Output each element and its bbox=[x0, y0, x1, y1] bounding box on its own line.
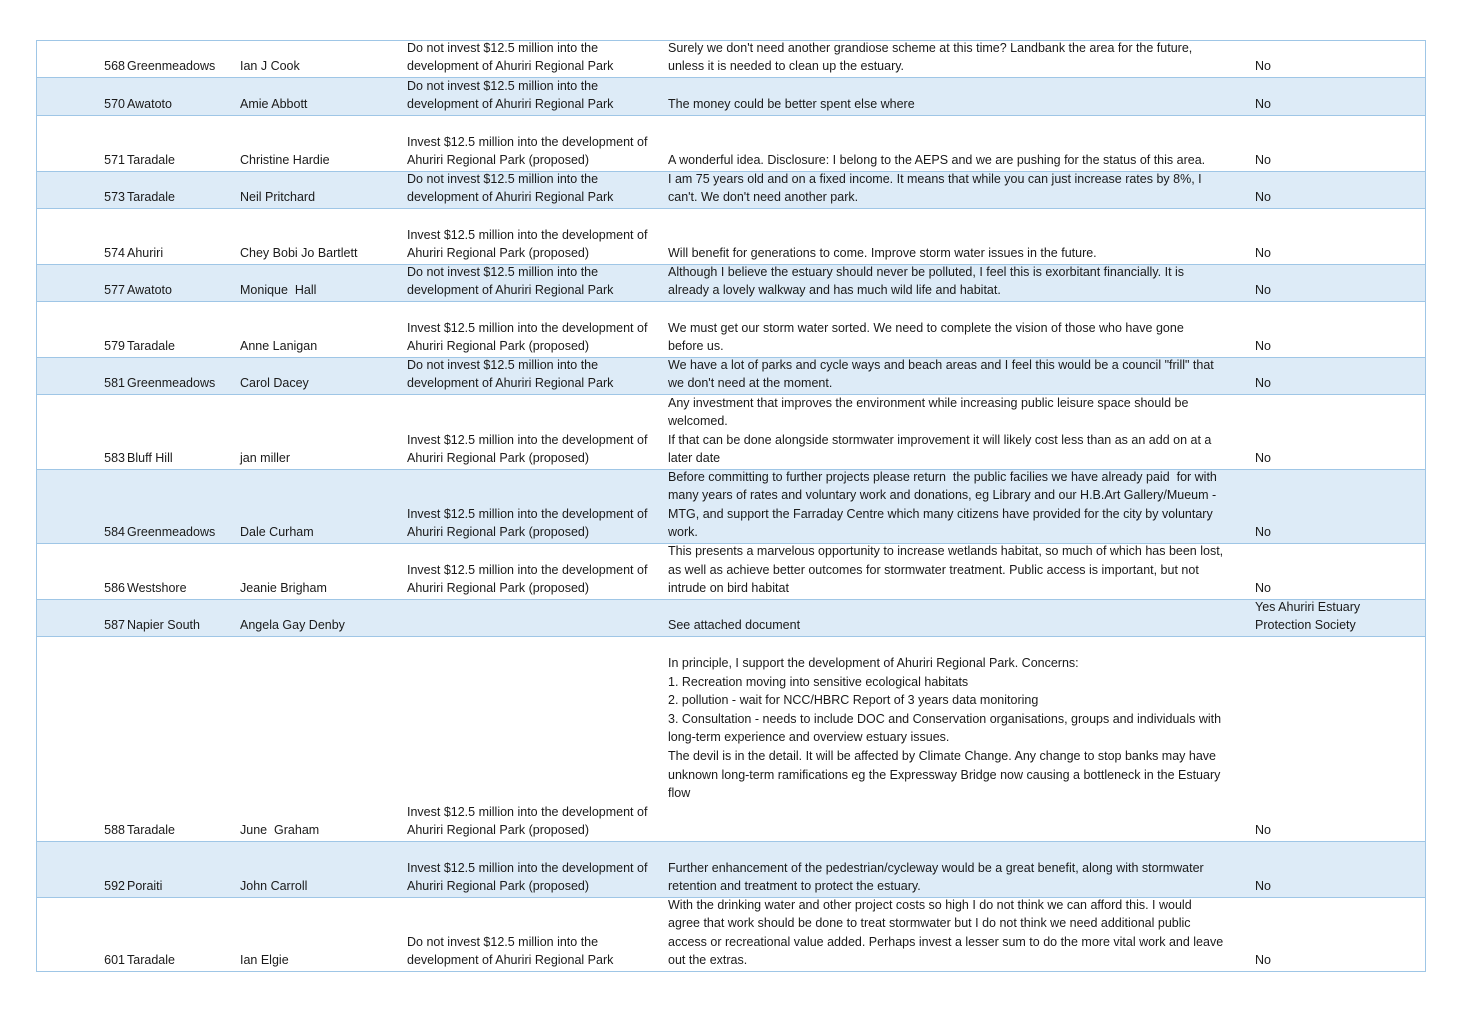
table-row bbox=[37, 636, 1425, 841]
hearing-flag: No bbox=[1255, 339, 1271, 354]
option-choice: Invest $12.5 million into the development of Ahuriri Regional Park (proposed) bbox=[407, 562, 648, 596]
comment: This presents a marvelous opportunity to increase wetlands habitat, so much of which has been lost, as well as achieve better outcomes for stormwater treatment. Public access is important, but not intrude on bird habitat bbox=[668, 544, 1224, 596]
submission-id: 588 bbox=[104, 823, 125, 838]
suburb: Awatoto bbox=[127, 97, 172, 112]
comment: I am 75 years old and on a fixed income. It means that while you can just increase rates by 8%, I can't. We don't need another park. bbox=[668, 171, 1202, 205]
table-row bbox=[37, 357, 1425, 394]
submission-id: 586 bbox=[104, 581, 125, 596]
comment: We have a lot of parks and cycle ways and beach areas and I feel this would be a council "frill" that we don't need at the moment. bbox=[668, 357, 1214, 391]
option-choice: Do not invest $12.5 million into the development of Ahuriri Regional Park bbox=[407, 78, 614, 112]
submissions-table bbox=[36, 40, 1426, 972]
submitter-name: Ian J Cook bbox=[240, 59, 300, 74]
option-choice: Invest $12.5 million into the development of Ahuriri Regional Park (proposed) bbox=[407, 134, 648, 168]
hearing-flag: No bbox=[1255, 283, 1271, 298]
option-choice: Do not invest $12.5 million into the development of Ahuriri Regional Park bbox=[407, 264, 614, 298]
submitter-name: Chey Bobi Jo Bartlett bbox=[240, 246, 358, 261]
table-row bbox=[37, 115, 1425, 171]
submission-id: 592 bbox=[104, 879, 125, 894]
option-choice: Invest $12.5 million into the development of Ahuriri Regional Park (proposed) bbox=[407, 804, 648, 838]
hearing-flag: No bbox=[1255, 953, 1271, 968]
hearing-flag: No bbox=[1255, 153, 1271, 168]
hearing-flag: No bbox=[1255, 97, 1271, 112]
submitter-name: Amie Abbott bbox=[240, 97, 308, 112]
option-choice: Invest $12.5 million into the development of Ahuriri Regional Park (proposed) bbox=[407, 860, 648, 894]
submitter-name: Dale Curham bbox=[240, 525, 314, 540]
comment: See attached document bbox=[668, 618, 801, 633]
comment: The money could be better spent else where bbox=[668, 97, 915, 112]
comment: Further enhancement of the pedestrian/cycleway would be a great benefit, along with stormwater retention and treatment to protect the estuary. bbox=[668, 860, 1204, 894]
option-choice: Invest $12.5 million into the development of Ahuriri Regional Park (proposed) bbox=[407, 320, 648, 354]
submitter-name: Anne Lanigan bbox=[240, 339, 318, 354]
comment: Although I believe the estuary should never be polluted, I feel this is exorbitant financially. It is already a lovely walkway and has much wild life and habitat. bbox=[668, 264, 1185, 298]
option-choice: Invest $12.5 million into the development of Ahuriri Regional Park (proposed) bbox=[407, 506, 648, 540]
hearing-flag: No bbox=[1255, 525, 1271, 540]
submitter-name: jan miller bbox=[240, 451, 291, 466]
option-choice: Do not invest $12.5 million into the development of Ahuriri Regional Park bbox=[407, 357, 614, 391]
submission-id: 568 bbox=[104, 59, 125, 74]
suburb: Taradale bbox=[127, 339, 175, 354]
suburb: Greenmeadows bbox=[127, 59, 216, 74]
submitter-name: Carol Dacey bbox=[240, 376, 309, 391]
table-row bbox=[37, 171, 1425, 208]
option-choice: Invest $12.5 million into the development of Ahuriri Regional Park (proposed) bbox=[407, 227, 648, 261]
submission-id: 587 bbox=[104, 618, 125, 633]
submission-id: 584 bbox=[104, 525, 125, 540]
hearing-flag: No bbox=[1255, 581, 1271, 596]
table-row bbox=[37, 469, 1425, 543]
submission-id: 601 bbox=[104, 953, 125, 968]
submitter-name: John Carroll bbox=[240, 879, 308, 894]
comment: In principle, I support the development of Ahuriri Regional Park. Concerns: 1. Recreation moving into sensitive ecological habitats 2. pollution - wait for NCC/HBRC Report of 3 years data monitoring 3. Consultation - needs to include DOC and Conservation organisations, groups and individuals with long-term experience and overview estuary issues. The devil is in the detail. It will be affected by Climate Change. Any change to stop banks may have unknown long-term ramifications eg the Expressway Bridge now causing a bottleneck in the Estuary flow bbox=[668, 656, 1222, 801]
option-choice: Invest $12.5 million into the development of Ahuriri Regional Park (proposed) bbox=[407, 432, 648, 466]
hearing-flag: No bbox=[1255, 823, 1271, 838]
table-row bbox=[37, 897, 1425, 972]
table-row bbox=[37, 301, 1425, 357]
suburb: Taradale bbox=[127, 190, 175, 205]
table-row bbox=[37, 841, 1425, 897]
submission-id: 581 bbox=[104, 376, 125, 391]
submission-id: 571 bbox=[104, 153, 125, 168]
suburb: Westshore bbox=[127, 581, 187, 596]
hearing-flag: No bbox=[1255, 451, 1271, 466]
suburb: Greenmeadows bbox=[127, 525, 216, 540]
suburb: Taradale bbox=[127, 823, 175, 838]
comment: A wonderful idea. Disclosure: I belong to the AEPS and we are pushing for the status of this area. bbox=[668, 153, 1206, 168]
submitter-name: June Graham bbox=[240, 823, 320, 838]
submission-id: 577 bbox=[104, 283, 125, 298]
submitter-name: Jeanie Brigham bbox=[240, 581, 327, 596]
submission-id: 579 bbox=[104, 339, 125, 354]
table-row bbox=[37, 208, 1425, 264]
hearing-flag: No bbox=[1255, 246, 1271, 261]
submission-id: 573 bbox=[104, 190, 125, 205]
hearing-flag: No bbox=[1255, 879, 1271, 894]
option-choice: Do not invest $12.5 million into the development of Ahuriri Regional Park bbox=[407, 171, 614, 205]
submitter-name: Ian Elgie bbox=[240, 953, 289, 968]
option-choice: Do not invest $12.5 million into the development of Ahuriri Regional Park bbox=[407, 934, 614, 968]
table-row bbox=[37, 40, 1425, 77]
suburb: Ahuriri bbox=[127, 246, 164, 261]
hearing-flag: Yes Ahuriri Estuary Protection Society bbox=[1255, 599, 1361, 633]
comment: With the drinking water and other project costs so high I do not think we can afford this. I would agree that work should be done to treat stormwater but I do not think we need additional public access or recreational value added. Perhaps invest a lesser sum to do the more vital work and leave out the extras. bbox=[668, 897, 1224, 968]
table-row bbox=[37, 394, 1425, 469]
comment: Surely we don't need another grandiose scheme at this time? Landbank the area for the future, unless it is needed to clean up the estuary. bbox=[668, 40, 1193, 74]
comment: We must get our storm water sorted. We need to complete the vision of those who have gone before us. bbox=[668, 320, 1184, 354]
hearing-flag: No bbox=[1255, 376, 1271, 391]
option-choice: Do not invest $12.5 million into the development of Ahuriri Regional Park bbox=[407, 40, 614, 74]
comment: Before committing to further projects please return the public facilies we have already paid for with many years of rates and voluntary work and donations, eg Library and our H.B.Art Gallery/Mueum - MTG, and support the Farraday Centre which many citizens have provided for the city by voluntary work. bbox=[668, 469, 1217, 540]
hearing-flag: No bbox=[1255, 190, 1271, 205]
table-row bbox=[37, 599, 1425, 636]
suburb: Napier South bbox=[127, 618, 200, 633]
suburb: Awatoto bbox=[127, 283, 172, 298]
hearing-flag: No bbox=[1255, 59, 1271, 74]
table-row bbox=[37, 543, 1425, 599]
submission-id: 583 bbox=[104, 451, 125, 466]
submitter-name: Christine Hardie bbox=[240, 153, 330, 168]
submitter-name: Neil Pritchard bbox=[240, 190, 316, 205]
submission-id: 574 bbox=[104, 246, 125, 261]
comment: Will benefit for generations to come. Improve storm water issues in the future. bbox=[668, 246, 1097, 261]
submission-id: 570 bbox=[104, 97, 125, 112]
comment: Any investment that improves the environment while increasing public leisure space should be welcomed. If that can be done alongside stormwater improvement it will likely cost less than as an add on at a later date bbox=[668, 395, 1212, 466]
suburb: Taradale bbox=[127, 153, 175, 168]
suburb: Greenmeadows bbox=[127, 376, 216, 391]
table-row bbox=[37, 264, 1425, 301]
suburb: Bluff Hill bbox=[127, 451, 173, 466]
submitter-name: Monique Hall bbox=[240, 283, 317, 298]
table-row bbox=[37, 77, 1425, 115]
suburb: Taradale bbox=[127, 953, 175, 968]
submitter-name: Angela Gay Denby bbox=[240, 618, 345, 633]
suburb: Poraiti bbox=[127, 879, 163, 894]
